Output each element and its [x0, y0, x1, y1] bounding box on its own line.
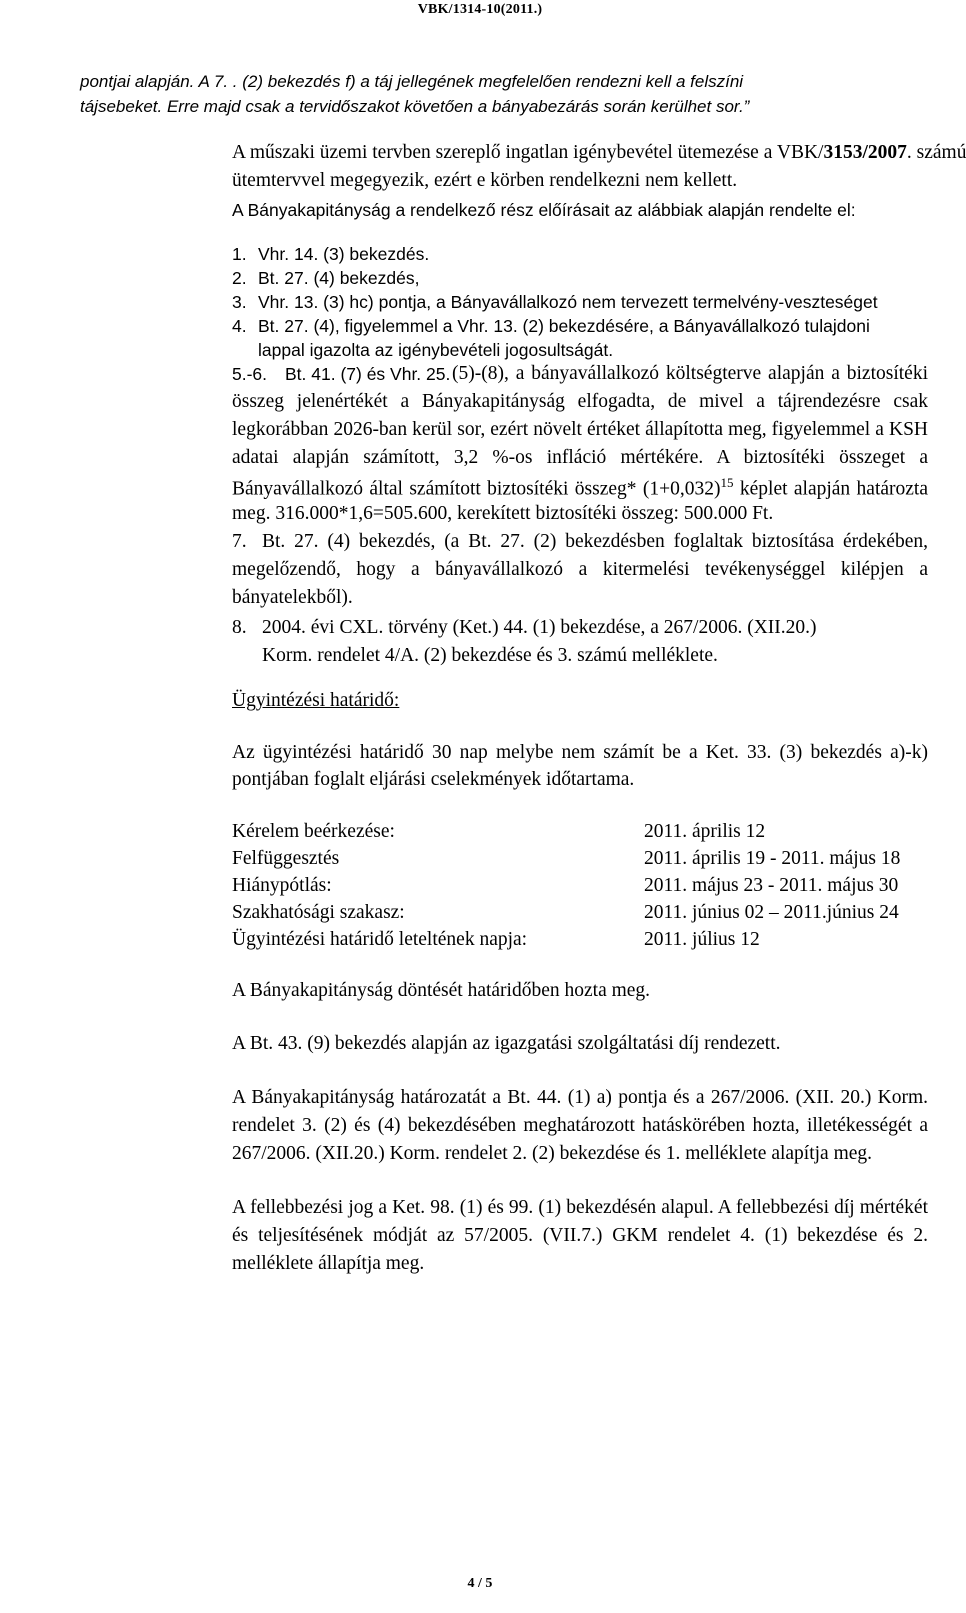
list-item-text: Vhr. 13. (3) hc) pontja, a Bányavállalkozó nem tervezett termelvény-veszteséget — [258, 292, 878, 312]
list-item-num: 3. — [232, 292, 247, 312]
para-tervben-line-1 — [232, 142, 966, 164]
item7-line-3: bányatelekből). — [232, 587, 353, 608]
list-item-num: 7. — [232, 531, 247, 552]
item56-formula-pre: Bányavállalkozó által számított biztosítéki összeg* (1+0,032) — [232, 478, 721, 500]
para-dontes: A Bányakapitányság döntését határidőben hozta meg. — [232, 980, 651, 1001]
para-dij: A Bt. 43. (9) bekezdés alapján az igazgatási szolgáltatási díj rendezett. — [232, 1033, 781, 1054]
item56-formula-exponent: 15 — [720, 475, 734, 490]
ugyintezesi-heading: Ügyintézési határidő: — [232, 690, 400, 711]
list-item-text: Bt. 27. (4), figyelemmel a Vhr. 13. (2) bekezdésére, a Bányavállalkozó tulajdoni — [258, 316, 870, 336]
list-item-num: 8. — [232, 617, 247, 638]
para-tervben-line-2: ütemtervvel megegyezik, ezért e körben rendelkezni nem kellett. — [232, 170, 738, 191]
ugyintezesi-line-1: Az ügyintézési határidő 30 nap melybe nem számít be a Ket. 33. (3) bekezdés a)-k) — [232, 742, 928, 763]
item56-line-3: legkorábban 2026-ban kerül sor, ezért növelt értéket állapította meg, figyelemmel a KSH — [232, 419, 928, 440]
timeline-value: 2011. június 02 – 2011.június 24 — [644, 902, 899, 923]
para-fellebbezes-line-1: A fellebbezési jog a Ket. 98. (1) és 99. (1) bekezdésén alapul. A fellebbezési díj mértékét — [232, 1197, 928, 1218]
item7-line-1: Bt. 27. (4) bekezdés, (a Bt. 27. (2) bekezdésben foglaltak biztosítása érdekében, — [262, 531, 928, 552]
item7-line-2: megelőzendő, hogy a bányavállalkozó a kitermelési tevékenységgel kilépjen a — [232, 559, 928, 580]
item56-line-1: (5)-(8), a bányavállalkozó költségterve alapján a biztosítéki — [452, 363, 928, 384]
timeline-label: Felfüggesztés — [232, 848, 340, 869]
para-hatarozat-line-1: A Bányakapitányság határozatát a Bt. 44. (1) a) pontja és a 267/2006. (XII. 20.) Korm. — [232, 1087, 928, 1108]
timeline-value: 2011. április 19 - 2011. május 18 — [644, 848, 901, 869]
timeline-label: Szakhatósági szakasz: — [232, 902, 405, 923]
para-tervben-pre: A műszaki üzemi tervben szereplő ingatlan igénybevétel ütemezése a VBK/ — [232, 142, 824, 163]
list-item-num: 1. — [232, 244, 247, 264]
timeline-value: 2011. április 12 — [644, 821, 766, 842]
item8-line-1: 2004. évi CXL. törvény (Ket.) 44. (1) bekezdése, a 267/2006. (XII.20.) — [262, 617, 817, 638]
item56-last-line: meg. 316.000*1,6=505.600, kerekített biztosítéki összeg: 500.000 Ft. — [232, 503, 774, 524]
intro-italic-line-2: tájsebeket. Erre majd csak a tervidőszakot követően a bányabezárás során kerülhet sor.” — [80, 97, 750, 116]
timeline-value: 2011. július 12 — [644, 929, 760, 950]
item56-formula-line — [232, 475, 928, 501]
list-item-num: 2. — [232, 268, 247, 288]
timeline-value: 2011. május 23 - 2011. május 30 — [644, 875, 899, 896]
para-tervben-bold-ref: 3153/2007 — [823, 142, 907, 163]
page-number: 4 / 5 — [467, 1576, 493, 1591]
item56-line-4: adatai alapján számított, 3,2 %-os infláció mértékére. A biztosítéki összeget a — [232, 447, 928, 468]
document-reference-header: VBK/1314-10(2011.) — [417, 2, 543, 17]
timeline-label: Kérelem beérkezése: — [232, 821, 395, 842]
list-item-num: 5.-6. — [232, 364, 268, 384]
list-item-text: Bt. 27. (4) bekezdés, — [258, 268, 420, 288]
para-rendelkezo: A Bányakapitányság a rendelkező rész előírásait az alábbiak alapján rendelte el: — [232, 200, 856, 220]
para-hatarozat-line-2: rendelet 3. (2) és (4) bekezdésében meghatározott hatáskörében hozta, illetékességét a — [232, 1115, 928, 1136]
ugyintezesi-line-2: pontjában foglalt eljárási cselekmények időtartama. — [232, 769, 635, 790]
item8-line-2: Korm. rendelet 4/A. (2) bekezdése és 3. számú melléklete. — [262, 645, 718, 666]
timeline-label: Hiánypótlás: — [232, 875, 332, 896]
timeline-label: Ügyintézési határidő leteltének napja: — [232, 929, 528, 950]
para-hatarozat-line-3: 267/2006. (XII.20.) Korm. rendelet 2. (2) bekezdése és 1. melléklete alapítja meg. — [232, 1143, 873, 1164]
para-fellebbezes-line-2: és teljesítésének módját az 57/2005. (VII.7.) GKM rendelet 4. (1) bekezdése és 2. — [232, 1225, 928, 1246]
intro-italic-line-1: pontjai alapján. A 7. . (2) bekezdés f) a táj jellegének megfelelően rendezni kell a felszíni — [80, 72, 744, 91]
list-item-text: Bt. 41. (7) és Vhr. 25. — [285, 364, 451, 384]
list-item-text: Vhr. 14. (3) bekezdés. — [258, 244, 430, 264]
list-item-num: 4. — [232, 316, 247, 336]
para-fellebbezes-line-3: melléklete állapítja meg. — [232, 1253, 425, 1274]
list-item-continuation: lappal igazolta az igénybevételi jogosultságát. — [258, 340, 614, 360]
item56-formula-post: képlet alapján határozta — [733, 478, 928, 500]
item56-line-2: összeg jelenértékét a Bányakapitányság elfogadta, de mivel a tájrendezésre csak — [232, 391, 928, 412]
para-tervben-post: . számú — [906, 142, 966, 163]
